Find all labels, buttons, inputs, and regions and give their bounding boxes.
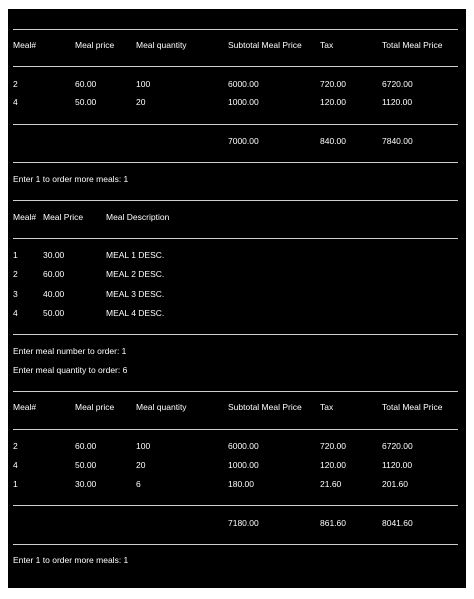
table1-row1-subtotal: 6000.00 (228, 79, 259, 89)
menu-row2-desc: MEAL 2 DESC. (106, 269, 165, 279)
table1-row2-qty: 20 (136, 97, 146, 107)
separator (13, 238, 458, 239)
table2-row3-price: 30.00 (75, 479, 97, 489)
table1-total-grand: 7840.00 (382, 136, 413, 146)
table1-row2-total: 1120.00 (382, 97, 413, 107)
table2-total-tax: 861.60 (320, 518, 346, 528)
separator (13, 429, 458, 430)
menu-header-meal-number: Meal# (13, 212, 37, 222)
prompt-order-more: Enter 1 to order more meals: 1 (13, 555, 129, 565)
table2-row2-meal: 4 (13, 460, 18, 470)
table2-row1-subtotal: 6000.00 (228, 441, 259, 451)
menu-row4-price: 50.00 (43, 308, 65, 318)
console-output (8, 9, 466, 588)
separator (13, 544, 458, 545)
col-header-meal-quantity: Meal quantity (136, 40, 187, 50)
separator (13, 66, 458, 67)
table2-row2-qty: 20 (136, 460, 146, 470)
prompt-meal-number: Enter meal number to order: 1 (13, 346, 127, 356)
table2-row3-qty: 6 (136, 479, 141, 489)
table1-total-tax: 840.00 (320, 136, 346, 146)
table2-row1-price: 60.00 (75, 441, 97, 451)
table2-row2-total: 1120.00 (382, 460, 413, 470)
table2-row1-total: 6720.00 (382, 441, 413, 451)
table1-row1-qty: 100 (136, 79, 151, 89)
table2-row2-price: 50.00 (75, 460, 97, 470)
col-header-total: Total Meal Price (382, 402, 443, 412)
table1-row2-meal: 4 (13, 97, 18, 107)
menu-row3-meal: 3 (13, 289, 18, 299)
table1-row2-tax: 120.00 (320, 97, 346, 107)
menu-header-meal-price: Meal Price (43, 212, 84, 222)
table1-row1-meal: 2 (13, 79, 18, 89)
separator (13, 124, 458, 125)
prompt-order-more: Enter 1 to order more meals: 1 (13, 174, 129, 184)
table2-row3-meal: 1 (13, 479, 18, 489)
col-header-meal-price: Meal price (75, 402, 115, 412)
table2-total-grand: 8041.60 (382, 518, 413, 528)
table1-total-subtotal: 7000.00 (228, 136, 259, 146)
menu-row2-meal: 2 (13, 269, 18, 279)
table2-row3-tax: 21.60 (320, 479, 342, 489)
table1-row2-price: 50.00 (75, 97, 97, 107)
menu-row1-desc: MEAL 1 DESC. (106, 250, 165, 260)
table2-row1-meal: 2 (13, 441, 18, 451)
separator (13, 29, 458, 30)
col-header-subtotal: Subtotal Meal Price (228, 402, 302, 412)
col-header-subtotal: Subtotal Meal Price (228, 40, 302, 50)
table1-row2-subtotal: 1000.00 (228, 97, 259, 107)
menu-row1-meal: 1 (13, 250, 18, 260)
menu-row3-price: 40.00 (43, 289, 65, 299)
table1-row1-total: 6720.00 (382, 79, 413, 89)
table1-row1-price: 60.00 (75, 79, 97, 89)
menu-row4-meal: 4 (13, 308, 18, 318)
col-header-meal-quantity: Meal quantity (136, 402, 187, 412)
table1-row1-tax: 720.00 (320, 79, 346, 89)
menu-header-description: Meal Description (106, 212, 170, 222)
table2-row1-tax: 720.00 (320, 441, 346, 451)
table2-total-subtotal: 7180.00 (228, 518, 259, 528)
menu-row3-desc: MEAL 3 DESC. (106, 289, 165, 299)
prompt-meal-quantity: Enter meal quantity to order: 6 (13, 365, 128, 375)
separator (13, 162, 458, 163)
col-header-total: Total Meal Price (382, 40, 443, 50)
col-header-meal-price: Meal price (75, 40, 115, 50)
table2-row1-qty: 100 (136, 441, 151, 451)
table2-row3-total: 201.60 (382, 479, 408, 489)
separator (13, 505, 458, 506)
separator (13, 334, 458, 335)
menu-row2-price: 60.00 (43, 269, 65, 279)
col-header-tax: Tax (320, 402, 334, 412)
separator (13, 200, 458, 201)
col-header-meal-number: Meal# (13, 402, 37, 412)
menu-row1-price: 30.00 (43, 250, 65, 260)
col-header-tax: Tax (320, 40, 334, 50)
table2-row2-subtotal: 1000.00 (228, 460, 259, 470)
menu-row4-desc: MEAL 4 DESC. (106, 308, 165, 318)
separator (13, 391, 458, 392)
col-header-meal-number: Meal# (13, 40, 37, 50)
table2-row2-tax: 120.00 (320, 460, 346, 470)
table2-row3-subtotal: 180.00 (228, 479, 254, 489)
